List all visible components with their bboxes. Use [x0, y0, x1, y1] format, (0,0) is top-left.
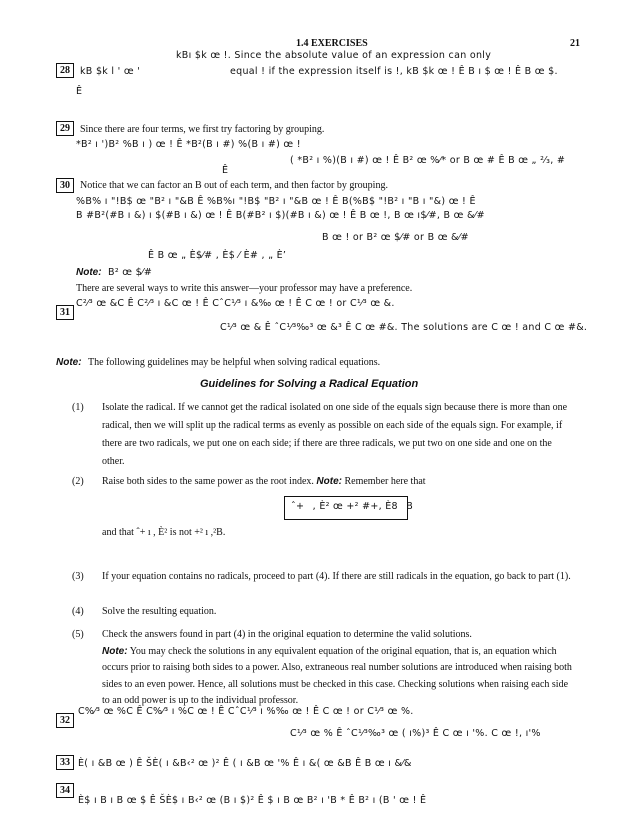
p30-line4: B œ ! or B² œ $⁄# or B œ &⁄# — [322, 232, 469, 243]
note-intro-text: The following guidelines may be helpful when solving radical equations. — [88, 357, 381, 368]
problem-number-32: 32 — [56, 713, 74, 728]
guideline-label-4: (4) — [72, 606, 84, 617]
p33-line1: È( ı &B œ ) Ê ŠÈ( ı &B‹² œ )² Ê ( ı &B œ '% Ê ı &( œ &B Ê B œ ı &⁄& — [78, 758, 412, 769]
guideline-text-2: Raise both sides to the same power as the root index. — [102, 476, 314, 487]
formula-text: ˆ+ , È² œ +² #+, È8 B — [291, 501, 414, 512]
note-intro-label: Note: — [56, 357, 82, 368]
page-number: 21 — [570, 38, 580, 49]
guideline-note-text-2: Remember here that — [344, 476, 426, 487]
p30-line1: Notice that we can factor an B out of each term, and then factor by grouping. — [80, 180, 388, 191]
problem-number-30: 30 — [56, 178, 74, 193]
p30-line7: There are several ways to write this answer—your professor may have a preference. — [76, 283, 413, 294]
problem-number-29: 29 — [56, 121, 74, 136]
problem-number-28: 28 — [56, 63, 74, 78]
formula-box — [284, 496, 414, 520]
guideline-note-label-5: Note: — [102, 645, 128, 657]
guideline-item-1 — [72, 399, 572, 471]
p28-line1: kBı $k œ !. Since the absolute value of an expression can only — [176, 50, 492, 61]
guideline-label-2: (2) — [72, 476, 84, 487]
p28-line3: Ê — [76, 86, 83, 97]
p29-line2: *B² ı ')B² %B ı ) œ ! Ê *B²(B ı #) %(B ı #) œ ! — [76, 139, 301, 150]
p32-line2: C¹⁄³ œ % Ê ˆC¹⁄³‰³ œ ( ı%)³ Ê C œ ı '%. C œ !, ı'% — [290, 728, 541, 739]
p31-line1: C²⁄³ œ &C Ê C²⁄³ ı &C œ ! Ê CˆC¹⁄³ ı &‰ œ ! Ê C œ ! or C¹⁄³ œ &. — [76, 298, 395, 309]
p34-line1: È$ ı B ı B œ $ Ê ŠÈ$ ı B‹² œ (B ı $)² Ê $ ı B œ B² ı 'B * Ê B² ı (B ' œ ! Ê — [78, 795, 427, 806]
p30-line5: Ê B œ „ È$⁄# , È$ ⁄ È# , „ È’ — [148, 250, 287, 261]
p30-line2: %B% ı "!B$ œ "B² ı "&B Ê %B%ı "!B$ "B² ı "&B œ ! Ê B(%B$ "!B² ı "B ı "&) œ ! Ê — [76, 196, 476, 207]
guideline-label-5: (5) — [72, 629, 84, 640]
guideline-after-2: and that ˆ+ ı , È² is not +² ı ,²B. — [102, 527, 226, 538]
problem-number-34: 34 — [56, 783, 74, 798]
guideline-note-label-2: Note: — [316, 476, 342, 487]
p30-note-label: Note: — [76, 267, 102, 278]
guideline-item-3 — [72, 568, 572, 586]
p28-line2b: equal ! if the expression itself is !, kB $k œ ! Ê B ı $ œ ! Ê B œ $. — [230, 66, 558, 77]
p29-line1: Since there are four terms, we first try factoring by grouping. — [80, 124, 325, 135]
guideline-text-5: Check the answers found in part (4) in the original equation to determine the valid solutions. — [102, 629, 472, 640]
p32-line1: C%⁄³ œ %C Ê C%⁄³ ı %C œ ! Ê CˆC¹⁄³ ı %‰ œ ! Ê C œ ! or C¹⁄³ œ %. — [78, 706, 414, 717]
p29-line4: Ê — [222, 165, 229, 176]
section-title: 1.4 EXERCISES — [296, 38, 368, 49]
guideline-text-3: If your equation contains no radicals, proceed to part (4). If there are still radicals in the equation, go back to part (1). — [102, 571, 571, 582]
guideline-text-1: Isolate the radical. If we cannot get the radical isolated on one side of the equals sign because there is more than one radical, then we will split up the radical terms as evenly as possible on each side of the equals sign. For example, if there are two radicals, we put one on each side; if there are three radicals, we put two on one side and one on the other. — [102, 402, 568, 467]
guideline-item-2 — [72, 473, 572, 491]
p28-line2a: kB $k l ' œ ' — [80, 66, 141, 77]
guidelines-title: Guidelines for Solving a Radical Equation — [200, 378, 419, 390]
guideline-item-5 — [72, 627, 572, 710]
guideline-label-1: (1) — [72, 402, 84, 413]
p30-line3: B #B²(#B ı &) ı $(#B ı &) œ ! Ê B(#B² ı $)(#B ı &) œ ! Ê B œ !, B œ ı$⁄#, B œ &⁄# — [76, 210, 485, 221]
guideline-text-4: Solve the resulting equation. — [102, 606, 217, 617]
guideline-label-3: (3) — [72, 571, 84, 582]
p31-line2: C¹⁄³ œ & Ê ˆC¹⁄³‰³ œ &³ Ê C œ #&. The solutions are C œ ! and C œ #&. — [220, 322, 588, 333]
problem-number-31: 31 — [56, 305, 74, 320]
guideline-item-4 — [72, 603, 572, 621]
p30-note-text: B² œ $⁄# — [108, 267, 153, 278]
problem-number-33: 33 — [56, 755, 74, 770]
p29-line3: ( *B² ı %)(B ı #) œ ! Ê B² œ %⁄* or B œ # Ê B œ „ ²⁄₃, # — [290, 155, 566, 166]
guideline-note-text-5: You may check the solutions in any equivalent equation of the original equation, that is, an equation which occurs prior to raising both sides to a power. Also, extraneous real number solutions are introduced when raising both sides to an even power. Hence, all solutions must be checked in this case. Checking solutions when raising each side to an odd power is up to the individual professor. — [102, 645, 572, 706]
